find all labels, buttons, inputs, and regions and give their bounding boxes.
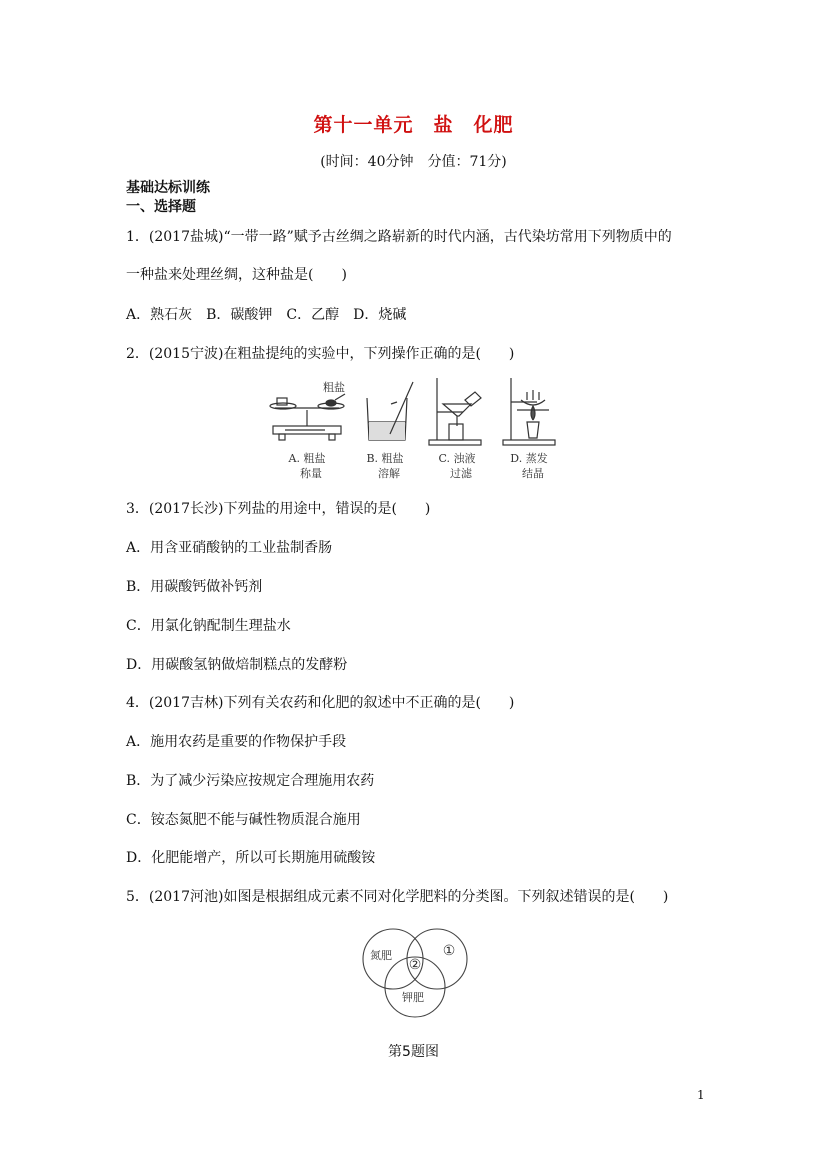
- filtration-setup-icon: [429, 378, 481, 445]
- crude-salt-label: 粗盐: [323, 381, 345, 394]
- option-b-label-top: B. 粗盐: [366, 452, 404, 465]
- venn-label-potassium: 钾肥: [402, 991, 424, 1004]
- question-4-option-b: B．为了减少污染应按规定合理施用农药: [126, 773, 375, 789]
- figure-5-caption: 第5题图: [388, 1044, 439, 1060]
- question-4-stem: 4．(2017吉林)下列有关农药和化肥的叙述中不正确的是( ): [126, 695, 515, 711]
- page-number: 1: [697, 1088, 705, 1102]
- option-d-label-bottom: 结晶: [522, 467, 544, 480]
- option-c-label-bottom: 过滤: [450, 467, 472, 480]
- time-score-info: (时间：40分钟 分值：71分): [320, 154, 507, 170]
- question-5-stem: 5．(2017河池)如图是根据组成元素不同对化学肥料的分类图。下列叙述错误的是( ): [126, 889, 669, 905]
- venn-label-region-2: ②: [408, 957, 422, 973]
- question-4-option-c: C．铵态氮肥不能与碱性物质混合施用: [126, 812, 361, 828]
- beaker-stirring-icon: [367, 382, 413, 440]
- section-multiple-choice: 一、选择题: [126, 199, 196, 215]
- evaporation-setup-icon: [503, 378, 555, 445]
- question-4-option-a: A．施用农药是重要的作物保护手段: [126, 734, 347, 750]
- fertilizer-venn-diagram: [355, 925, 475, 1025]
- option-c-label-top: C. 浊液: [438, 452, 476, 465]
- option-d-label-top: D. 蒸发: [510, 452, 548, 465]
- question-4-option-d: D．化肥能增产，所以可长期施用硫酸铵: [126, 850, 376, 866]
- question-3-option-a: A．用含亚硝酸钠的工业盐制香肠: [126, 540, 333, 556]
- venn-label-nitrogen: 氮肥: [370, 949, 392, 962]
- question-2-stem: 2．(2015宁波)在粗盐提纯的实验中，下列操作正确的是( ): [126, 346, 515, 362]
- option-a-label-bottom: 称量: [300, 467, 322, 480]
- lab-operations-figure: [265, 374, 565, 484]
- question-3-option-d: D．用碳酸氢钠做焙制糕点的发酵粉: [126, 657, 348, 673]
- section-basic-training: 基础达标训练: [126, 180, 210, 196]
- question-1-stem-line2: 一种盐来处理丝绸，这种盐是( ): [126, 267, 347, 283]
- option-b-label-bottom: 溶解: [378, 467, 400, 480]
- option-a-label-top: A. 粗盐: [288, 452, 326, 465]
- question-1-options: A．熟石灰 B．碳酸钾 C．乙醇 D．烧碱: [126, 307, 407, 323]
- venn-label-region-1: ①: [442, 943, 456, 959]
- page-title: 第十一单元 盐 化肥: [313, 114, 514, 136]
- balance-icon: [270, 394, 345, 440]
- question-3-option-c: C．用氯化钠配制生理盐水: [126, 618, 291, 634]
- question-1-stem-line1: 1．(2017盐城)“一带一路”赋予古丝绸之路崭新的时代内涵，古代染坊常用下列物质中的: [126, 229, 672, 245]
- question-3-option-b: B．用碳酸钙做补钙剂: [126, 579, 263, 595]
- question-3-stem: 3．(2017长沙)下列盐的用途中，错误的是( ): [126, 501, 431, 517]
